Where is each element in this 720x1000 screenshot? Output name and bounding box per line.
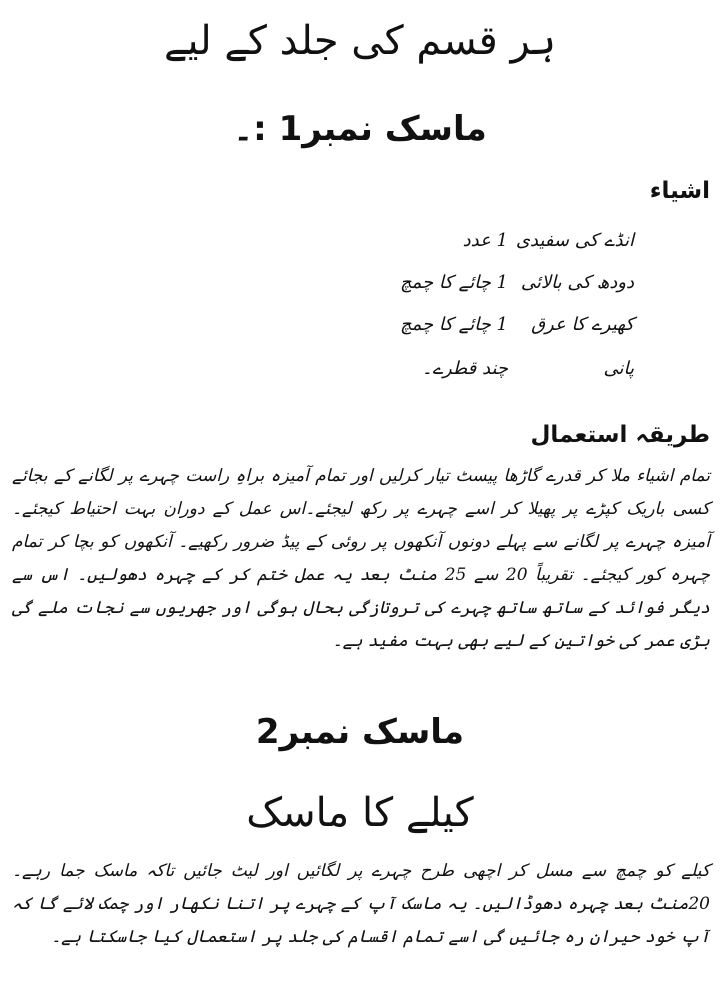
mask2-heading: ماسک نمبر2 [255,712,465,752]
ingredient-quantity: چند قطرے۔ [421,358,508,379]
usage-heading: طریقہ استعمال [530,422,710,448]
banana-mask-paragraph: کیلے کو چمچ سے مسل کر اچھی طرح چہرے پر لگائیں اور لیٹ جائیں تاکہ ماسک جما رہے۔20منٹ بعد چہرہ دھوڈالیں۔ یہ ماسک آپ کے چہرے پر اتنا نکھار اور چمک لائے گا کہ آپ خود حیران رہ جائیں گی اسے تمام اقسام کی جلد پر استعمال کیا جاسکتا ہے۔ [12,861,711,947]
banana-mask-title: کیلے کا ماسک [246,790,474,836]
ingredient-name: کھیرے کا عرق [531,314,634,335]
ingredient-quantity: 1 چائے کا چمچ [400,272,508,293]
ingredient-quantity: 1 عدد [462,230,508,251]
ingredient-name: پانی [603,358,634,379]
document-title: ہر قسم کی جلد کے لیے [163,18,557,64]
ingredient-name: انڈے کی سفیدی [515,230,634,251]
mask1-heading: ماسک نمبر1 :۔ [233,109,487,149]
ingredient-name: دودھ کی بالائی [520,272,634,293]
usage-paragraph: تمام اشیاء ملا کر قدرے گاڑھا پیسٹ تیار کرلیں اور تمام آمیزہ براہِ راست چہرے پر لگانے کے بجائے کسی باریک کپڑے پر پھیلا کر اسے چہرے پر رکھ لیجئے۔اس عمل کے دوران بہت احتیاط کیجئے۔ آمیزہ چہرے پر لگانے سے پہلے دونوں آنکھوں پر روئی کے پیڈ ضرور رکھیے۔ آنکھوں کو بچا کر تمام چہرہ کور کیجئے۔ تقریباً 20 سے 25 منٹ بعد یہ عمل ختم کر کے چہرہ دھولیں۔ اس سے دیگر فوائد کے ساتھ ساتھ چہرے کی تروتازگی بحال ہوگی اور جھریوں سے نجات ملے گی بڑی عمر کی خواتین کے لیے بھی بہت مفید ہے۔ [12,466,710,651]
ingredient-quantity: 1 چائے کا چمچ [400,314,508,335]
ingredients-heading: اشیاء [649,178,710,204]
